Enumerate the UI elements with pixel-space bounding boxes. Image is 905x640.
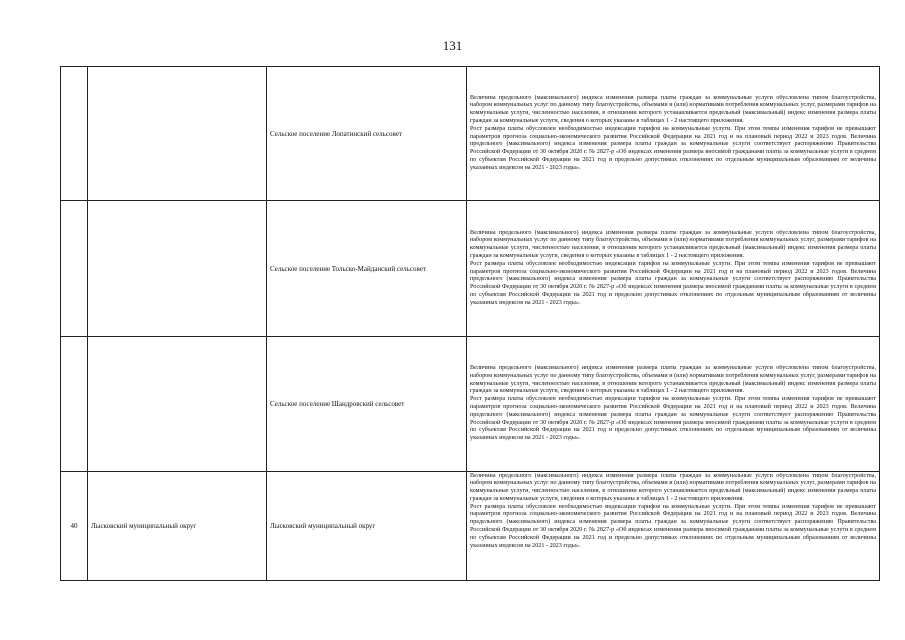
table-row [61, 472, 880, 581]
row-number-cell [61, 337, 88, 472]
district-cell [88, 201, 267, 337]
settlement-cell: Сельское поселение Лопатинский сельсовет [267, 67, 467, 201]
justification-paragraph-a: Величина предельного (максимального) индекса изменения размера платы граждан за коммунальные услуги обусловлена типом благоустройства, набором коммунальных услуг по данному типу благоустройства, объемами и (или) нормативами потребления коммунальных услуг, размерами тарифов на коммунальные услуги, численностью населения, в отношении которого устанавливается предельный (максимальный) индекс изменения размера платы граждан за коммунальные услуги, сведения о которых указаны в таблицах 1 - 2 настоящего приложения. [470, 94, 876, 124]
settlement-cell: Лысковский муниципальный округ [267, 472, 467, 581]
table-row [61, 201, 880, 337]
page-number: 131 [442, 38, 463, 53]
justification-paragraph-b: Рост размера платы обусловлен необходимостью индексации тарифов на коммунальные услуги. При этом темпы изменения тарифов не превышают параметров прогноза социально-экономического развития Российской Федерации на 2021 год и на плановый период 2022 и 2023 годов. Величина предельного (максимального) индекса изменения размера платы граждан за коммунальные услуги соответствует распоряжению Правительства Российской Федерации от 30 октября 2020 г. № 2827-р «Об индексах изменения размера вносимой гражданами платы за коммунальные услуги в среднем по субъектам Российской Федерации на 2021 год и предельно допустимых отклонениях по отдельным муниципальным образованиям от величины указанных индексов на 2021 - 2023 годы». [470, 125, 876, 171]
justification-cell [467, 472, 880, 581]
row-number-cell: 40 [61, 472, 88, 581]
justification-cell [467, 337, 880, 472]
table-row [61, 337, 880, 472]
justification-paragraph-a: Величина предельного (максимального) индекса изменения размера платы граждан за коммунальные услуги обусловлена типом благоустройства, набором коммунальных услуг по данному типу благоустройства, объемами и (или) нормативами потребления коммунальных услуг, размерами тарифов на коммунальные услуги, численностью населения, в отношении которого устанавливается предельный (максимальный) индекс изменения размера платы граждан за коммунальные услуги, сведения о которых указаны в таблицах 1 - 2 настоящего приложения. [470, 472, 876, 502]
justification-paragraph-a: Величина предельного (максимального) индекса изменения размера платы граждан за коммунальные услуги обусловлена типом благоустройства, набором коммунальных услуг по данному типу благоустройства, объемами и (или) нормативами потребления коммунальных услуг, размерами тарифов на коммунальные услуги, численностью населения, в отношении которого устанавливается предельный (максимальный) индекс изменения размера платы граждан за коммунальные услуги, сведения о которых указаны в таблицах 1 - 2 настоящего приложения. [470, 365, 876, 395]
justification-paragraph-b: Рост размера платы обусловлен необходимостью индексации тарифов на коммунальные услуги. При этом темпы изменения тарифов не превышают параметров прогноза социально-экономического развития Российской Федерации на 2021 год и на плановый период 2022 и 2023 годов. Величина предельного (максимального) индекса изменения размера платы граждан за коммунальные услуги соответствует распоряжению Правительства Российской Федерации от 30 октября 2020 г. № 2827-р «Об индексах изменения размера вносимой гражданами платы за коммунальные услуги в среднем по субъектам Российской Федерации на 2021 год и предельно допустимых отклонениях по отдельным муниципальным образованиям от величины указанных индексов на 2021 - 2023 годы». [470, 396, 876, 442]
table-row [61, 67, 880, 201]
district-cell [88, 337, 267, 472]
district-cell: Лысковский муниципальный округ [88, 472, 267, 581]
settlement-cell: Сельское поселение Тольско-Майданский сельсовет [267, 201, 467, 337]
row-number-cell [61, 67, 88, 201]
row-number-cell [61, 201, 88, 337]
justification-paragraph-b: Рост размера платы обусловлен необходимостью индексации тарифов на коммунальные услуги. При этом темпы изменения тарифов не превышают параметров прогноза социально-экономического развития Российской Федерации на 2021 год и на плановый период 2022 и 2023 годов. Величина предельного (максимального) индекса изменения размера платы граждан за коммунальные услуги соответствует распоряжению Правительства Российской Федерации от 30 октября 2020 г. № 2827-р «Об индексах изменения размера вносимой гражданами платы за коммунальные услуги в среднем по субъектам Российской Федерации на 2021 год и предельно допустимых отклонениях по отдельным муниципальным образованиям от величины указанных индексов на 2021 - 2023 годы». [470, 503, 876, 549]
justification-paragraph-a: Величина предельного (максимального) индекса изменения размера платы граждан за коммунальные услуги обусловлена типом благоустройства, набором коммунальных услуг по данному типу благоустройства, объемами и (или) нормативами потребления коммунальных услуг, размерами тарифов на коммунальные услуги, численностью населения, в отношении которого устанавливается предельный (максимальный) индекс изменения размера платы граждан за коммунальные услуги, сведения о которых указаны в таблицах 1 - 2 настоящего приложения. [470, 229, 876, 259]
settlement-cell: Сельское поселение Шандровский сельсовет [267, 337, 467, 472]
justification-paragraph-b: Рост размера платы обусловлен необходимостью индексации тарифов на коммунальные услуги. При этом темпы изменения тарифов не превышают параметров прогноза социально-экономического развития Российской Федерации на 2021 год и на плановый период 2022 и 2023 годов. Величина предельного (максимального) индекса изменения размера платы граждан за коммунальные услуги соответствует распоряжению Правительства Российской Федерации от 30 октября 2020 г. № 2827-р «Об индексах изменения размера вносимой гражданами платы за коммунальные услуги в среднем по субъектам Российской Федерации на 2021 год и предельно допустимых отклонениях по отдельным муниципальным образованиям от величины указанных индексов на 2021 - 2023 годы». [470, 260, 876, 306]
justification-cell [467, 201, 880, 337]
justification-cell [467, 67, 880, 201]
indices-table [60, 66, 880, 581]
district-cell [88, 67, 267, 201]
